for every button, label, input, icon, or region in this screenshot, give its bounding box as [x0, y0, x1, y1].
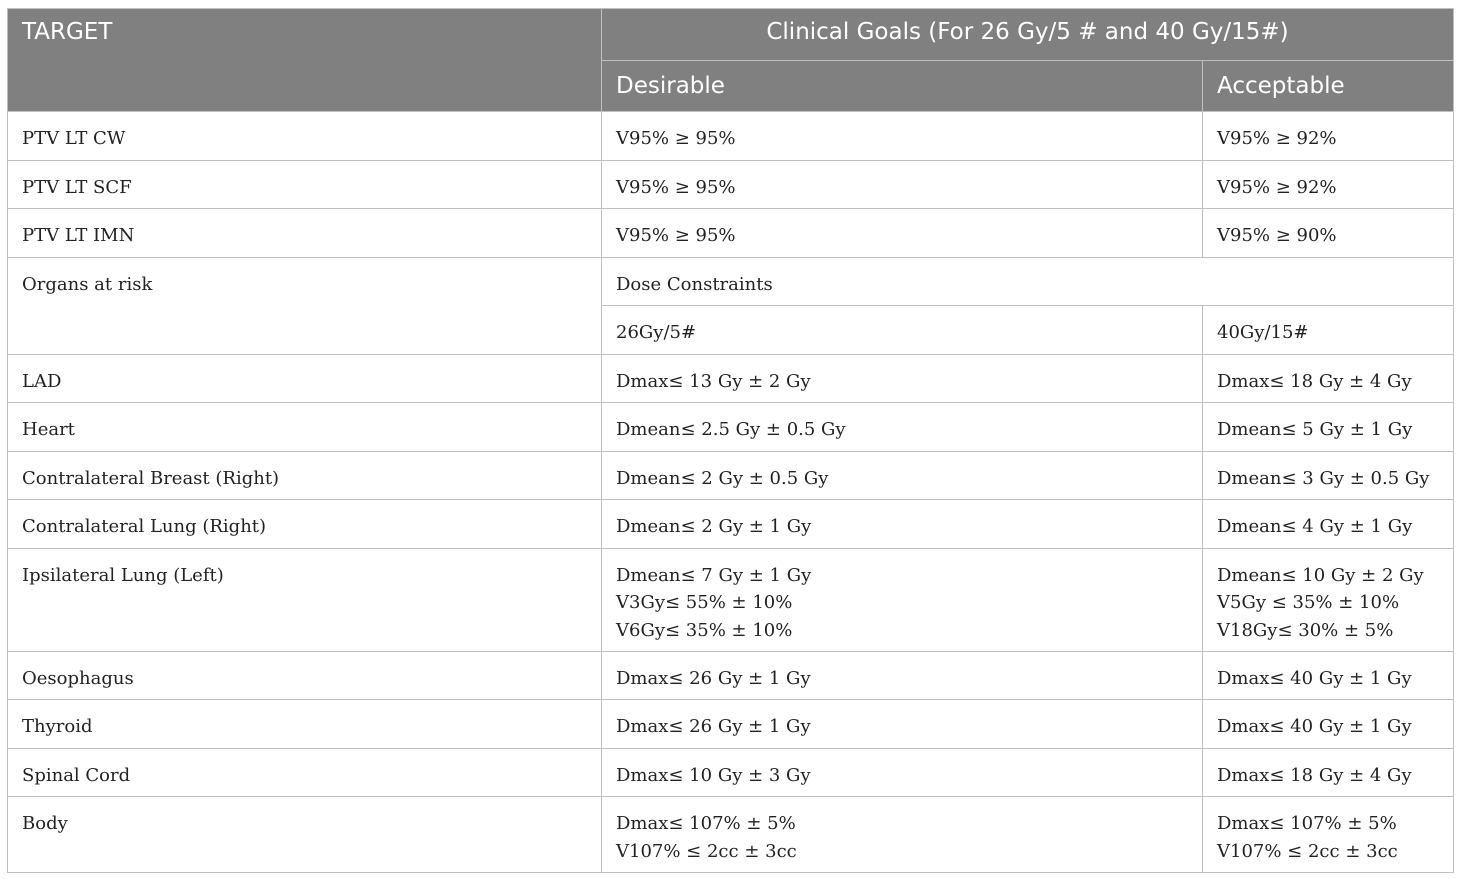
constraint-line: Dmax≤ 26 Gy ± 1 Gy [616, 667, 811, 689]
organ-name: Ipsilateral Lung (Left) [8, 548, 602, 651]
acceptable-header: Acceptable [1203, 61, 1454, 112]
constraint-line: V5Gy ≤ 35% ± 10% [1217, 592, 1400, 613]
constraint-line: Dmax≤ 26 Gy ± 1 Gy [616, 716, 811, 737]
constraint-line: Dmax≤ 40 Gy ± 1 Gy [1217, 667, 1412, 689]
organ-name: Oesophagus [8, 651, 602, 700]
clinical-goals-table [7, 8, 1454, 873]
constraint-40 [1203, 451, 1454, 500]
constraint-line: Dmax≤ 107% ± 5% [616, 813, 796, 834]
acceptable-value: V95% ≥ 92% [1203, 112, 1454, 161]
constraint-40 [1203, 700, 1454, 749]
table-row [8, 651, 1454, 700]
constraint-26 [602, 748, 1203, 797]
constraint-line: V107% ≤ 2cc ± 3cc [1217, 840, 1398, 862]
constraint-26 [602, 451, 1203, 500]
constraint-line: Dmax≤ 18 Gy ± 4 Gy [1217, 764, 1412, 786]
constraint-40 [1203, 403, 1454, 452]
desirable-value: V95% ≥ 95% [602, 209, 1203, 258]
constraint-40 [1203, 354, 1454, 403]
constraint-26 [602, 500, 1203, 549]
constraint-line: Dmean≤ 10 Gy ± 2 Gy [1217, 564, 1424, 586]
constraint-26 [602, 548, 1203, 651]
organ-name: Contralateral Breast (Right) [8, 451, 602, 500]
table-row [8, 548, 1454, 651]
constraint-26 [602, 651, 1203, 700]
constraint-line: Dmean≤ 5 Gy ± 1 Gy [1217, 419, 1413, 440]
constraint-26 [602, 403, 1203, 452]
constraint-26 [602, 700, 1203, 749]
constraint-40 [1203, 500, 1454, 549]
constraint-line: Dmax≤ 10 Gy ± 3 Gy [616, 764, 811, 786]
table-row [8, 700, 1454, 749]
dose-26-label: 26Gy/5# [602, 306, 1203, 355]
constraint-40 [1203, 797, 1454, 873]
target-name: PTV LT IMN [8, 209, 602, 258]
target-header: TARGET [8, 9, 602, 112]
desirable-value: V95% ≥ 95% [602, 160, 1203, 209]
table-row [8, 209, 1454, 258]
organs-at-risk-label: Organs at risk [8, 257, 602, 354]
table-row [8, 451, 1454, 500]
table-row [8, 403, 1454, 452]
constraint-line: V3Gy≤ 55% ± 10% [616, 592, 793, 613]
table-row [8, 257, 1454, 306]
table-row [8, 500, 1454, 549]
table-row [8, 797, 1454, 873]
organ-name: Heart [8, 403, 602, 452]
constraint-line: Dmean≤ 2 Gy ± 0.5 Gy [616, 467, 829, 489]
organ-name: LAD [8, 354, 602, 403]
constraint-line: Dmax≤ 13 Gy ± 2 Gy [616, 370, 811, 392]
organ-name: Spinal Cord [8, 748, 602, 797]
dose-40-label: 40Gy/15# [1203, 306, 1454, 355]
constraint-line: V18Gy≤ 30% ± 5% [1217, 619, 1394, 641]
constraint-line: Dmean≤ 7 Gy ± 1 Gy [616, 564, 812, 586]
target-name: PTV LT SCF [8, 160, 602, 209]
acceptable-value: V95% ≥ 92% [1203, 160, 1454, 209]
table-row [8, 354, 1454, 403]
constraint-line: Dmax≤ 40 Gy ± 1 Gy [1217, 716, 1412, 737]
acceptable-value: V95% ≥ 90% [1203, 209, 1454, 258]
table-row [8, 748, 1454, 797]
table-row [8, 160, 1454, 209]
constraint-line: V107% ≤ 2cc ± 3cc [616, 840, 797, 862]
table-row [8, 112, 1454, 161]
constraint-line: Dmax≤ 18 Gy ± 4 Gy [1217, 370, 1412, 392]
constraint-40 [1203, 748, 1454, 797]
constraint-line: Dmean≤ 2 Gy ± 1 Gy [616, 516, 812, 537]
target-name: PTV LT CW [8, 112, 602, 161]
constraint-40 [1203, 548, 1454, 651]
constraint-40 [1203, 651, 1454, 700]
constraint-line: Dmean≤ 3 Gy ± 0.5 Gy [1217, 467, 1430, 489]
constraint-line: Dmean≤ 2.5 Gy ± 0.5 Gy [616, 419, 846, 440]
constraint-line: V6Gy≤ 35% ± 10% [616, 619, 793, 641]
organ-name: Contralateral Lung (Right) [8, 500, 602, 549]
organ-name: Thyroid [8, 700, 602, 749]
desirable-header: Desirable [602, 61, 1203, 112]
clinical-goals-header: Clinical Goals (For 26 Gy/5 # and 40 Gy/15#) [602, 9, 1454, 61]
constraint-line: Dmax≤ 107% ± 5% [1217, 813, 1397, 834]
dose-constraints-label: Dose Constraints [602, 257, 1454, 306]
constraint-26 [602, 797, 1203, 873]
constraint-26 [602, 354, 1203, 403]
desirable-value: V95% ≥ 95% [602, 112, 1203, 161]
organ-name: Body [8, 797, 602, 873]
constraint-line: Dmean≤ 4 Gy ± 1 Gy [1217, 516, 1413, 537]
